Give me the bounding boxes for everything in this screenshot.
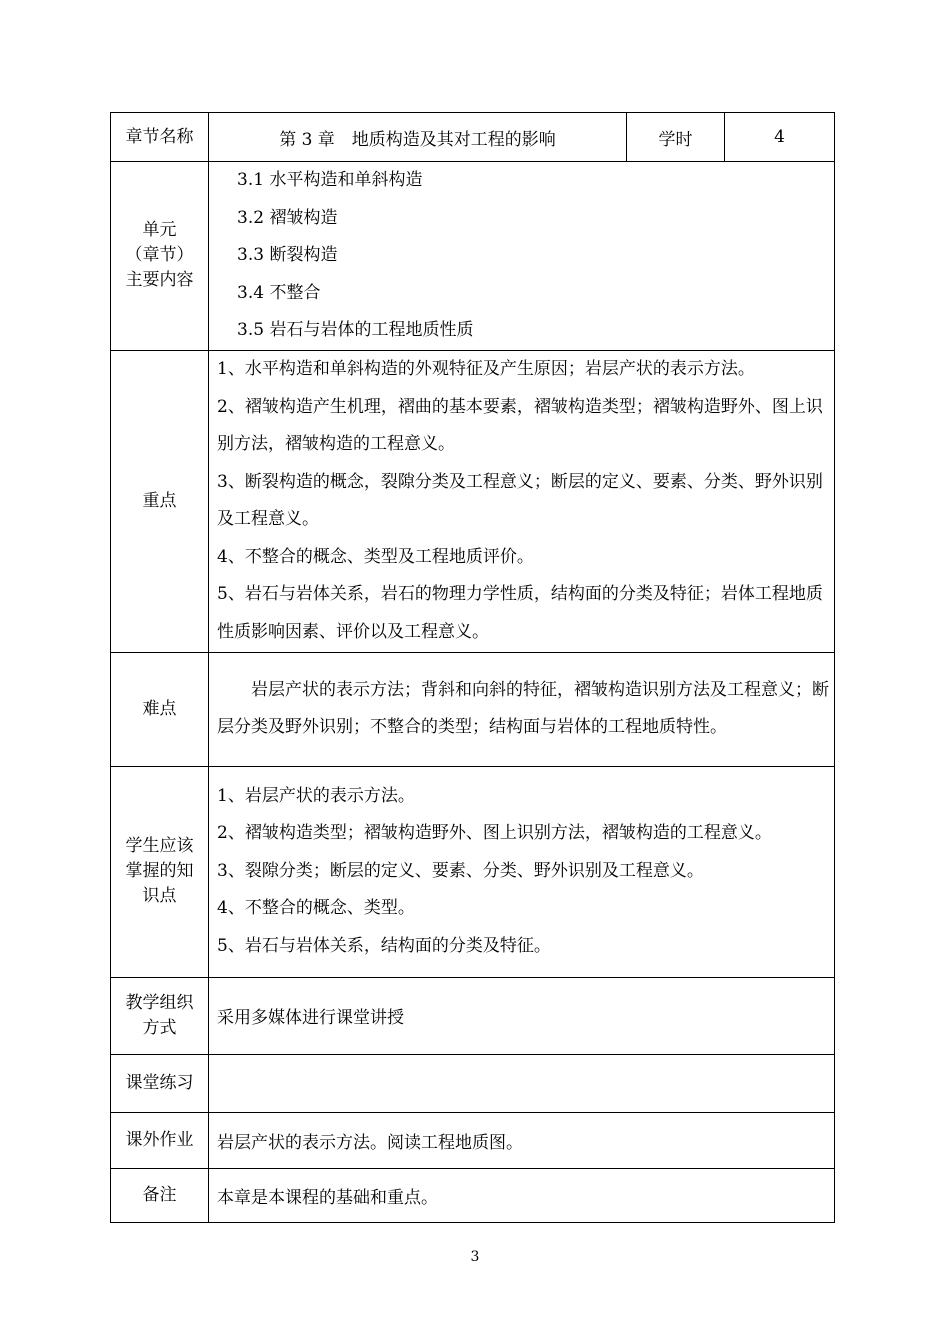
- hours-value: 4: [725, 113, 835, 162]
- knowledge-label-line: 识点: [142, 886, 177, 906]
- organization-text: 采用多媒体进行课堂讲授: [209, 977, 835, 1054]
- chapter-title: 第 3 章 地质构造及其对工程的影响: [209, 113, 627, 162]
- units-label-line: （章节）: [125, 245, 194, 266]
- knowledge-label: [111, 766, 209, 977]
- key-points-row: [111, 350, 835, 652]
- key-point-item: 3、断裂构造的概念，裂隙分类及工程意义；断层的定义、要素、分类、野外识别及工程意义。: [217, 471, 823, 529]
- knowledge-item: 1、岩层产状的表示方法。: [217, 785, 415, 806]
- knowledge-item: 2、褶皱构造类型；褶皱构造野外、图上识别方法，褶皱构造的工程意义。: [217, 823, 772, 844]
- chapter-row: [111, 113, 835, 162]
- knowledge-label-line: 学生应该: [125, 836, 194, 856]
- homework-label: 课外作业: [111, 1112, 209, 1168]
- unit-item: 3.4 不整合: [237, 282, 321, 303]
- difficulties-label: 难点: [111, 652, 209, 766]
- knowledge-item: 3、裂隙分类；断层的定义、要素、分类、野外识别及工程意义。: [217, 860, 704, 881]
- remarks-text: 本章是本课程的基础和重点。: [209, 1168, 835, 1222]
- key-points-content: [209, 350, 835, 652]
- lesson-plan-table: [110, 112, 835, 1223]
- practice-text: [209, 1054, 835, 1112]
- remarks-label: 备注: [111, 1168, 209, 1222]
- key-point-item: 4、不整合的概念、类型及工程地质评价。: [217, 546, 534, 567]
- difficulties-row: [111, 652, 835, 766]
- homework-row: [111, 1112, 835, 1168]
- unit-item: 3.1 水平构造和单斜构造: [237, 170, 423, 190]
- units-label-line: 主要内容: [125, 270, 194, 291]
- homework-text: 岩层产状的表示方法。阅读工程地质图。: [209, 1112, 835, 1168]
- page-number: 3: [470, 1249, 480, 1265]
- key-points-label: 重点: [111, 350, 209, 652]
- knowledge-item: 4、不整合的概念、类型。: [217, 898, 415, 919]
- units-label: [111, 162, 209, 351]
- practice-label: 课堂练习: [111, 1054, 209, 1112]
- difficulties-text: 岩层产状的表示方法；背斜和向斜的特征，褶皱构造识别方法及工程意义；断层分类及野外识别；不整合的类型；结构面与岩体的工程地质特性。: [217, 679, 829, 737]
- chapter-label: 章节名称: [111, 113, 209, 162]
- knowledge-row: [111, 766, 835, 977]
- organization-label: [111, 977, 209, 1054]
- knowledge-item: 5、岩石与岩体关系，结构面的分类及特征。: [217, 935, 551, 956]
- units-label-line: 单元: [142, 220, 177, 241]
- difficulties-content: [209, 652, 835, 766]
- unit-item: 3.5 岩石与岩体的工程地质性质: [237, 320, 474, 340]
- hours-label: 学时: [627, 113, 725, 162]
- remarks-row: [111, 1168, 835, 1222]
- units-row: [111, 162, 835, 351]
- key-point-item: 5、岩石与岩体关系，岩石的物理力学性质，结构面的分类及特征；岩体工程地质性质影响因素、评价以及工程意义。: [217, 584, 823, 642]
- key-point-item: 1、水平构造和单斜构造的外观特征及产生原因；岩层产状的表示方法。: [217, 359, 755, 379]
- units-content: [209, 162, 835, 351]
- practice-row: [111, 1054, 835, 1112]
- organization-label-line: 教学组织: [125, 992, 194, 1013]
- organization-label-line: 方式: [142, 1017, 177, 1038]
- key-point-item: 2、褶皱构造产生机理，褶曲的基本要素，褶皱构造类型；褶皱构造野外、图上识别方法，褶皱构造的工程意义。: [217, 396, 823, 454]
- unit-item: 3.3 断裂构造: [237, 245, 338, 265]
- knowledge-label-line: 掌握的知: [125, 861, 194, 881]
- unit-item: 3.2 褶皱构造: [237, 207, 338, 228]
- knowledge-content: [209, 766, 835, 977]
- organization-row: [111, 977, 835, 1054]
